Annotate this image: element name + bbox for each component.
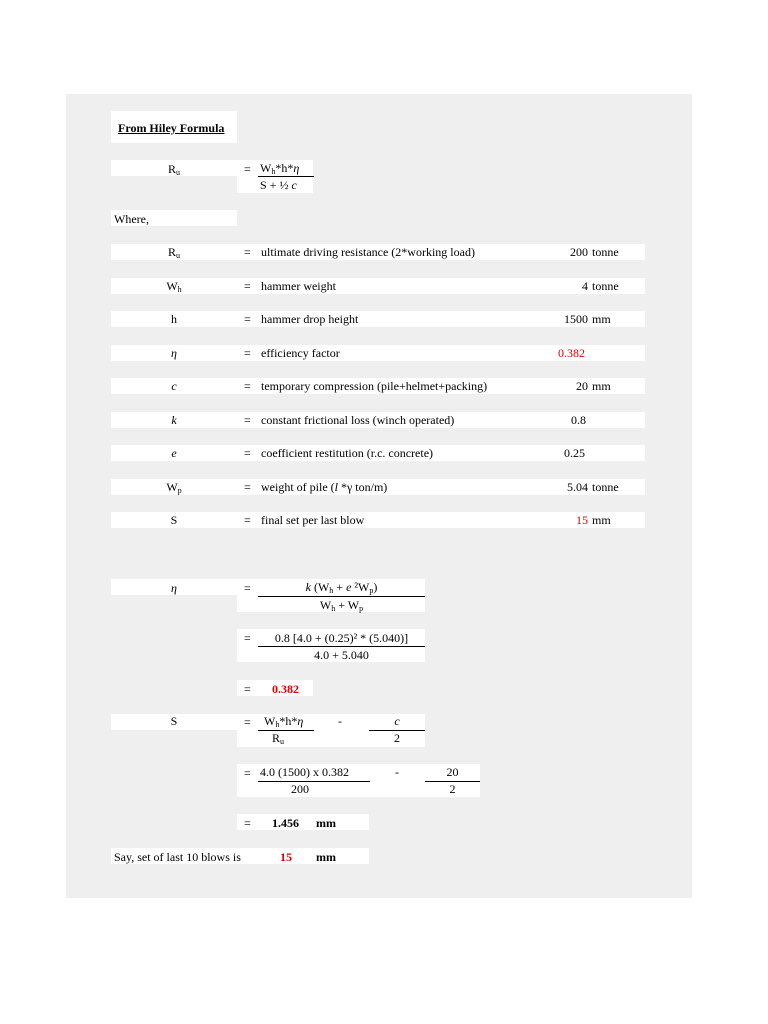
s-calc-symbol: S xyxy=(170,714,178,728)
var-description: final set per last blow xyxy=(261,513,365,527)
s-calc-step2-frac2-denominator: 2 xyxy=(449,782,456,796)
var-description: constant frictional loss (winch operated) xyxy=(261,413,455,427)
s-calc-step2-numerator: 4.0 (1500) x 0.382 xyxy=(260,765,349,779)
formula-equals: = xyxy=(244,162,251,176)
eta-result-value: 0.382 xyxy=(272,682,299,696)
var-symbol: $W_p$ xyxy=(166,480,182,495)
var-equals: = xyxy=(244,379,251,393)
var-description: hammer weight xyxy=(261,279,336,293)
var-symbol: c xyxy=(171,379,177,393)
s-result-value: 1.456 xyxy=(272,816,299,830)
eta-calc-step2-fraction-line xyxy=(258,646,425,647)
s-calc-equals: = xyxy=(244,715,251,729)
s-calc-fraction-line xyxy=(258,730,314,731)
var-description: hammer drop height xyxy=(261,312,359,326)
var-equals: = xyxy=(244,513,251,527)
var-value: 15 xyxy=(576,513,588,527)
var-unit: mm xyxy=(592,379,611,393)
var-equals: = xyxy=(244,245,251,259)
var-equals: = xyxy=(244,279,251,293)
eta-calc-symbol: η xyxy=(171,581,177,595)
var-value: 0.382 xyxy=(558,346,585,360)
formula-numerator: $W_h*h*\eta$ xyxy=(260,161,300,176)
var-symbol: e xyxy=(171,446,177,460)
s-calc-frac2-numerator: c xyxy=(394,714,400,728)
var-equals: = xyxy=(244,413,251,427)
var-symbol: h xyxy=(171,312,177,326)
s-calc-step2-minus: - xyxy=(395,765,399,779)
s-calc-minus: - xyxy=(338,714,342,728)
s-calc-denominator: $R_u$ xyxy=(272,731,285,746)
conclusion-value: 15 xyxy=(280,850,292,864)
var-equals: = xyxy=(244,346,251,360)
var-value: 20 xyxy=(576,379,588,393)
s-result-equals: = xyxy=(244,816,251,830)
eta-result-equals: = xyxy=(244,682,251,696)
s-calc-step2-frac2-numerator: 20 xyxy=(446,765,459,779)
var-equals: = xyxy=(244,312,251,326)
s-calc-numerator: $W_h*h*\eta$ xyxy=(264,714,304,729)
var-value: 5.04 xyxy=(567,480,588,494)
var-value: 0.8 xyxy=(571,413,586,427)
conclusion-label: Say, set of last 10 blows is xyxy=(114,850,241,864)
var-value: 200 xyxy=(570,245,588,259)
s-result-unit: mm xyxy=(316,816,336,830)
var-symbol: $R_u$ xyxy=(167,245,180,260)
var-symbol: k xyxy=(171,413,177,427)
s-calc-step2-fraction-line xyxy=(258,781,370,782)
formula-lhs: $R_u$ xyxy=(167,162,180,177)
var-description: temporary compression (pile+helmet+packing) xyxy=(261,379,488,393)
var-value: 4 xyxy=(582,279,588,293)
var-value: 1500 xyxy=(564,312,588,326)
var-description: efficiency factor xyxy=(261,346,340,360)
eta-calc-step2-equals: = xyxy=(244,631,251,645)
var-unit: mm xyxy=(592,513,611,527)
eta-calc-equals: = xyxy=(244,581,251,595)
var-symbol: S xyxy=(170,513,178,527)
var-unit: mm xyxy=(592,312,611,326)
formula-fraction-line xyxy=(258,176,314,177)
conclusion-unit: mm xyxy=(316,850,336,864)
eta-calc-denominator: $W_h + W_p$ xyxy=(319,598,364,613)
var-unit: tonne xyxy=(592,245,619,259)
var-unit: tonne xyxy=(592,279,619,293)
eta-calc-numerator: k ($W_h + e$ $^2W_p$) xyxy=(305,580,378,595)
s-calc-step2-equals: = xyxy=(244,766,251,780)
eta-calc-step2-denominator: 4.0 + 5.040 xyxy=(314,648,369,662)
calculation-sheet xyxy=(66,94,692,898)
sheet-title: From Hiley Formula xyxy=(118,121,225,135)
var-unit: tonne xyxy=(592,480,619,494)
formula-denominator: S + ½ c xyxy=(260,178,297,192)
var-symbol: η xyxy=(171,346,177,360)
s-calc-frac2-denominator: 2 xyxy=(394,731,400,745)
where-label: Where, xyxy=(114,212,149,226)
var-symbol: $W_h$ xyxy=(166,279,182,294)
eta-calc-fraction-line xyxy=(258,596,425,597)
eta-calc-step2-numerator: 0.8 [4.0 + (0.25)² * (5.040)] xyxy=(274,631,409,645)
s-result-cell xyxy=(237,814,369,830)
var-description: weight of pile (l *γ ton/m) xyxy=(261,480,388,494)
var-description: ultimate driving resistance (2*working load) xyxy=(261,245,475,259)
var-equals: = xyxy=(244,480,251,494)
var-value: 0.25 xyxy=(564,446,585,460)
s-calc-step2-denominator: 200 xyxy=(291,782,309,796)
var-equals: = xyxy=(244,446,251,460)
var-description: coefficient restitution (r.c. concrete) xyxy=(261,446,434,460)
